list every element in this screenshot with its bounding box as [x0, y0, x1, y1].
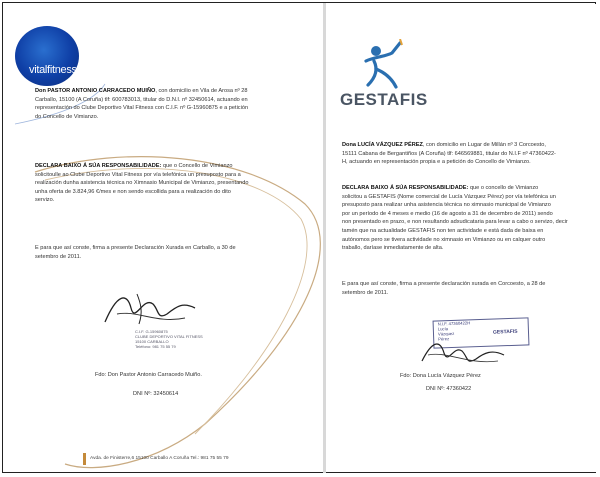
left-signature [97, 284, 207, 334]
right-intro-name: Dona LUCÍA VÁZQUEZ PÉREZ [342, 142, 423, 148]
left-intro-text-2: Carballo, 15100 (A Coruña) tlf: 600783013, titular do D.N.I. nº 32450614, actuando en [35, 96, 248, 103]
left-intro-text-3: representación do Clube Deportivo Vital Fitness con C.I.F. nº G-15960875 e a petición [35, 105, 249, 112]
right-intro-text-3: H, actuando en representación propia e a petición do Concello de Vimianzo. [342, 159, 531, 166]
right-declara-text-3: presuposto para realizar unha asistencia técnica no ximnasio municipal de Vimianzo [342, 202, 551, 209]
left-declara-text-3: realización dunha asistencia técnica no Ximnasio Municipal de Vimianzo, presentando [35, 180, 249, 187]
right-intro-text-2: 15111 Cabana de Bergantiños (A Coruña) tlf: 646569881, titular do N.I.F nº 47360422- [342, 150, 556, 157]
right-closing-text-1: E para que así conste, firma a presente declaración xurada en Corcoesto, a 28 de [342, 281, 546, 287]
left-stamp-text [135, 329, 225, 349]
left-intro-text-4: do Concello de Vimianzo. [35, 113, 99, 120]
vitalfitness-logo [15, 26, 79, 86]
right-declara-text-2: solicitou a GESTAFIS (Nome comercial de Lucía Vázquez Pérez) por vía telefónica un [342, 193, 556, 200]
right-declaration-paragraph [342, 184, 592, 253]
left-declaration-page [5, 4, 323, 472]
vitalfitness-logo-text: vitalfitness [29, 64, 77, 76]
right-closing-paragraph [342, 280, 592, 297]
left-stamp-line-2: CLUBE DEPORTIVO VITAL FITNESS [135, 334, 203, 339]
right-stamp-line-2: Lucía [437, 326, 449, 332]
left-stamp-line-3: 15100 CARBALLO [135, 339, 169, 344]
footer-accent-bar [83, 453, 86, 465]
left-declara-text-2: solicitoulle ao Clube Deportivo Vital Fitness por vía telefónica un presuposto para a [35, 171, 241, 178]
gestafis-brand-name: GESTAFIS [340, 90, 428, 109]
right-declara-text-7: autónomos pero se tivera actividade no ximnasio en Vimianzo ou en calquer outro [342, 236, 546, 243]
right-signature [418, 335, 508, 369]
left-dni-line: DNI Nº: 32450614 [133, 391, 179, 397]
right-stamp-line-1: N.I.F. 47360422H [437, 320, 471, 327]
left-closing-text-1: E para que así conste, firma a presente Declaración Xurada en Carballo, a 30 de [35, 245, 236, 251]
left-footer-address: Avda. de Finisterre,6 15100 Carballo A Coruña Tel.: 981 75 55 79 [90, 456, 229, 461]
right-stamp-brand: GESTAFIS [492, 328, 518, 336]
left-intro-name: Don PASTOR ANTONIO CARRACEDO MUIÑO [35, 88, 156, 94]
right-intro-paragraph [342, 141, 592, 167]
left-declara-heading: DECLARA BAIXO Á SÚA RESPONSABILIDADE: [35, 163, 162, 169]
right-intro-text-1: , con domicilio en Lugar de Millán nº 3 Corcoesto, [422, 142, 546, 148]
left-intro-text-1: , con domicilio en Vila de Arosa nº 28 [155, 88, 248, 94]
right-declara-heading: DECLARA BAIXO Á SÚA RESPONSABILIDADE: [342, 185, 469, 191]
left-closing-paragraph [35, 244, 315, 261]
right-declara-text-5: non presentado en prazo, e non resultando adxudicataria para levar a cabo o servizo, decir [342, 219, 568, 226]
left-signature-caption: Fdo: Don Pastor Antonio Carracedo Muiño. [95, 372, 202, 378]
left-declara-text-5: servizo. [35, 197, 55, 204]
right-stamp-line-3: Vázquez [437, 330, 455, 337]
right-signature-caption: Fdo: Dona Lucía Vázquez Pérez [400, 373, 481, 379]
right-declara-text-8: traballo, daríase inmediatamente de alta. [342, 245, 444, 252]
gestafis-figure-icon [356, 39, 416, 91]
left-intro-paragraph [35, 87, 315, 121]
right-declara-text-1: que o concello de Vimianzo [468, 185, 539, 191]
right-declara-text-4: por un período de 4 meses e medio (16 de agosto a 31 de decembro de 2011) sendo [342, 210, 553, 217]
right-stamp-line-4: Pérez [438, 336, 450, 342]
left-stamp-line-4: Teléfono: 981 75 55 79 [135, 344, 176, 349]
left-stamp-line-1: C.I.F. G-15960875 [135, 329, 168, 334]
left-declaration-paragraph [35, 162, 315, 205]
left-declara-text-4: unha oferta de 3.824,96 €/mes e non sendo escollida para a realización do dito [35, 188, 231, 195]
right-dni-line: DNI Nº: 47360422 [426, 386, 472, 392]
right-closing-text-2: setembro de 2011. [342, 289, 389, 296]
right-declara-text-6: tamén que na actualidade GESTAFIS non ten actividade e está dada de baixa en [342, 227, 544, 234]
left-closing-text-2: setembro de 2011. [35, 253, 82, 260]
left-declara-text-1: que o Concello de Vimianzo [161, 163, 233, 169]
